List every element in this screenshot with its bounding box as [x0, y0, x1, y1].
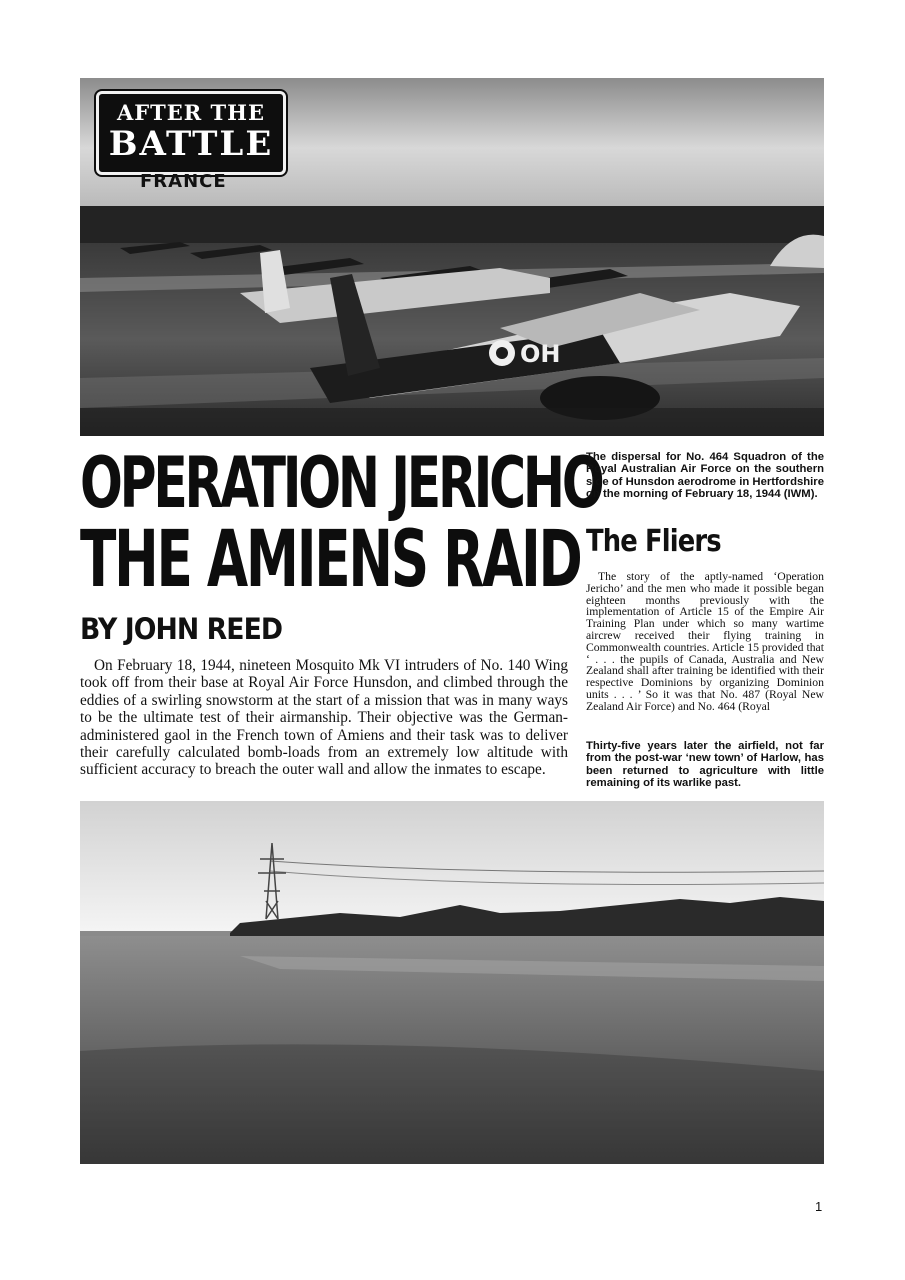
headline-line-2: THE AMIENS RAID [80, 515, 581, 605]
section-title: The Fliers [586, 524, 721, 559]
photo-caption-bottom: Thirty-five years later the airfield, not far from the post-war ‘new town’ of Harlow, has been returned to agriculture with little remaining of its warlike past. [586, 740, 824, 789]
intro-paragraph: On February 18, 1944, nineteen Mosquito Mk VI intruders of No. 140 Wing took off from their base at Royal Air Force Hunsdon, and climbed through the eddies of a swirling snowstorm at the start of a mission that was in many ways to be the ultimate test of their airmanship. Their objective was the German-administered gaol in the French town of Amiens and their task was to deliver their carefully calculated bomb-loads from an extremely low altitude with sufficient accuracy to breach the outer wall and allow the inmates to escape. [80, 657, 568, 779]
fliers-paragraph: The story of the aptly-named ‘Operation Jericho’ and the men who made it possible began eighteen months previously with the implementation of Article 15 of the Empire Air Training Plan under which so many wartime aircrew received their flying training in Commonwealth countries. Article 15 provided that ‘ . . . the pupils of Canada, Australia and New Zealand shall after training be identified with their respective Dominions by organizing Dominion units . . . ’ So it was that No. 487 (Royal New Zealand Air Force) and No. 464 (Royal [586, 570, 824, 713]
photo-airfield-farmland [80, 801, 824, 1164]
series-logo [96, 91, 286, 175]
logo-line-1: AFTER THE [116, 100, 266, 125]
photo-caption-top: The dispersal for No. 464 Squadron of the Royal Australian Air Force on the southern side of Hunsdon aerodrome in Hertfordshire on the morning of February 18, 1944 (IWM). [586, 451, 824, 500]
headline-line-1: OPERATION JERICHO [80, 442, 602, 524]
page-number: 1 [815, 1199, 823, 1214]
byline: BY JOHN REED [80, 612, 283, 646]
logo-subtitle: FRANCE [140, 171, 227, 192]
article-headline [80, 442, 602, 605]
aircraft-marking: OH [520, 340, 561, 368]
logo-line-2: BATTLE [108, 124, 274, 164]
